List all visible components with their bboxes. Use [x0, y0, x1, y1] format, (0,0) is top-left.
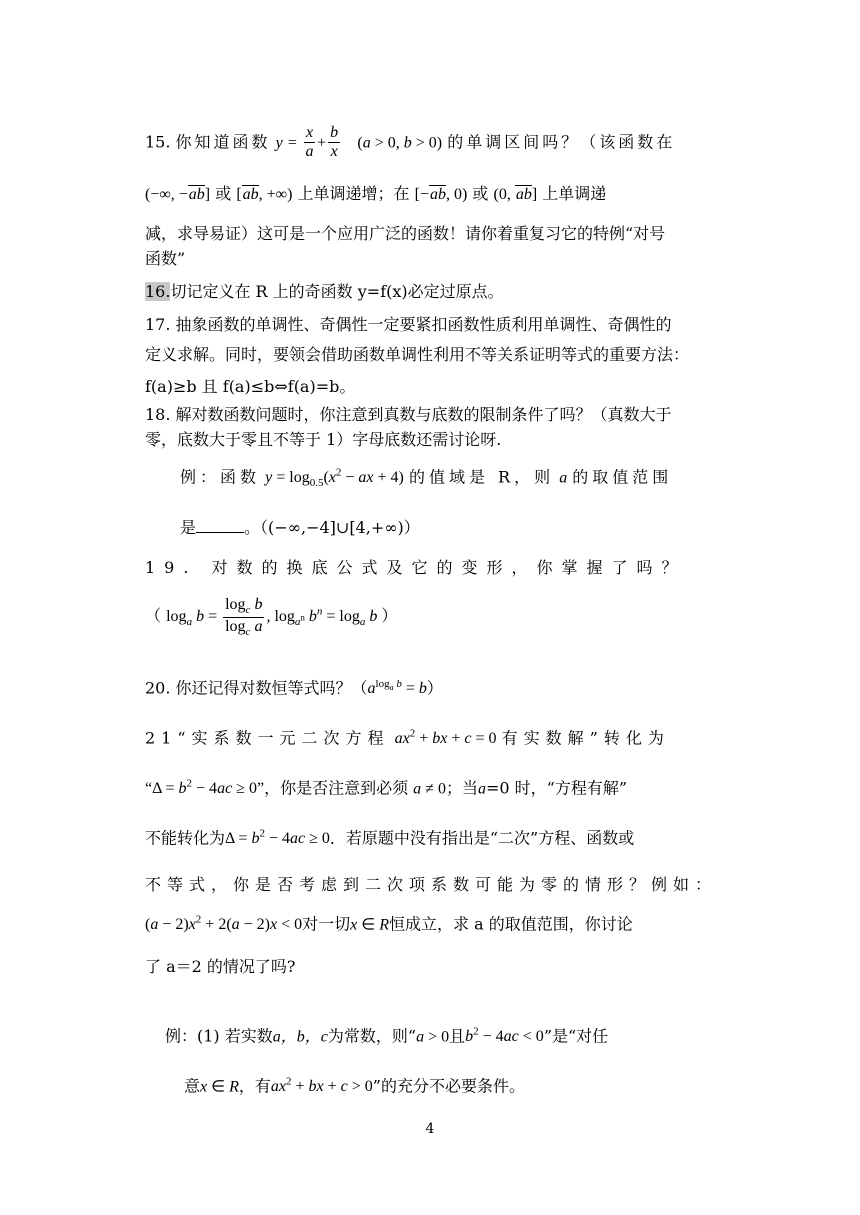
- item-19-line-1: 19. 对数的换底公式及它的变形，你掌握了吗？: [145, 558, 687, 577]
- example-lead: 例：函数: [180, 467, 261, 487]
- item-18-answer: [180, 518, 420, 539]
- item-18-example: [180, 466, 672, 491]
- close-paren: ）: [381, 606, 398, 625]
- answer-end: 。（(−∞,−4]∪[4,+∞)）: [244, 518, 420, 537]
- item-16-text: 切记定义在 R 上的奇函数 y=f(x)必定过原点。: [170, 282, 504, 301]
- example-end: 的取值范围: [572, 467, 673, 487]
- log-identity: $a^{log_a b} = b$: [367, 678, 427, 698]
- item-21-l5-mid: 对一切: [302, 914, 351, 934]
- item-21-lead-end: 有实数解”转化为: [501, 728, 670, 748]
- or-text-1: 或: [215, 184, 232, 203]
- example-l2-mid: ，有: [238, 1076, 271, 1096]
- a-not-zero: a ≠ 0: [413, 780, 446, 798]
- discriminant-2: $\Delta = b^2 - 4ac \ge 0$: [225, 828, 330, 848]
- x-in-r: x ∈ R: [350, 916, 389, 934]
- example-mid-1: 为常数，则“: [327, 1026, 417, 1046]
- page-number: 4: [425, 1121, 435, 1137]
- equals-sign: =: [287, 134, 297, 152]
- example-quote-end: ”是“对任: [543, 1026, 609, 1046]
- interval-dec-1: [−ab, 0): [414, 186, 468, 203]
- item-21-l3-end: ．若原题中没有指出是“二次”方程、函数或: [329, 828, 635, 848]
- x-in-r-2: x ∈ R: [200, 1078, 239, 1096]
- example-l2-end: ”的充分不必要条件。: [372, 1076, 525, 1096]
- log-function: $y = \log_{0.5}(x^2$ − ax + 4): [265, 467, 404, 490]
- inc-end-text: 上单调递增；在: [297, 184, 410, 203]
- item-20-text: 20. 你还记得对数恒等式吗？（: [145, 678, 368, 698]
- item-21-l2-mid: ，你是否注意到必须: [264, 778, 409, 798]
- item-20: [145, 677, 443, 700]
- quadratic-positive: $ax^2$ + bx + c > 0: [270, 1076, 373, 1096]
- item-15-line-2: [145, 184, 606, 206]
- open-paren: （: [145, 606, 162, 625]
- discriminant-condition: “$\Delta = b^2 - 4ac \ge 0$”: [145, 778, 265, 798]
- example-line-2: [184, 1075, 525, 1098]
- interval-dec-2: (0, ab]: [493, 186, 538, 203]
- item-17-line-3: f(a)≥b 且 f(a)≤b⇔f(a)=b。: [145, 377, 356, 396]
- discriminant-negative: $b^2 - 4ac < 0$: [465, 1026, 544, 1046]
- item-15-lead: 你知道函数: [175, 132, 271, 152]
- item-21-line-4: 不等式，你是否考虑到二次项系数可能为零的情形？例如：: [145, 875, 718, 894]
- example-mid: 的值域是 R，则: [408, 467, 555, 487]
- item-21-line-5: [145, 913, 633, 936]
- item-18-line-2: 零，底数大于零且不等于 1）字母底数还需讨论呀.: [145, 430, 502, 449]
- item-21-l2-mid2: ；当: [445, 778, 478, 798]
- item-17-line-1: 17. 抽象函数的单调性、奇偶性一定要紧扣函数性质利用单调性、奇偶性的: [145, 315, 672, 334]
- item-21-l3-lead: 不能转化为: [145, 828, 226, 848]
- a-positive: a > 0: [416, 1028, 450, 1046]
- interval-inc-2: [ab, +∞): [236, 186, 293, 203]
- item-21-line-3: [145, 827, 634, 850]
- change-of-base-formula: $\log_a b$ = $\frac{\log_c b}{\log_c a}$ , $\log_{a^n} b^n = \log_a b$: [166, 596, 378, 639]
- item-15-cond-text: 的单调区间吗？（该函数在: [447, 132, 676, 152]
- item-21-line-6: 了 a＝2 的情况了吗?: [145, 957, 296, 976]
- answer-lead: 是: [180, 518, 197, 537]
- item-19-formula: [145, 596, 397, 639]
- quadratic-equation: $ax^2$ + bx + c = 0: [394, 728, 497, 748]
- item-21-line-2: [145, 777, 627, 800]
- answer-blank: [196, 518, 244, 533]
- log-fraction: $\frac{\log_c b}{\log_c a}$: [225, 596, 263, 639]
- fraction-b-over-x: $\frac{b}{x}$: [330, 124, 339, 161]
- dec-end-text: 上单调递: [542, 184, 607, 203]
- item-15-line-4: 函数”: [145, 249, 186, 268]
- item-16-number: 16.: [145, 282, 171, 301]
- item-21-l2-end: =0 时，“方程有解”: [485, 778, 628, 798]
- item-15-function-formula: y: [275, 134, 283, 152]
- variable-a-2: a: [477, 780, 486, 798]
- and-text: 且: [449, 1026, 466, 1046]
- item-20-close: ）: [426, 678, 443, 698]
- fraction-x-over-a: $\frac{x}{a}$: [305, 124, 314, 161]
- item-21-lead: 21“实系数一元二次方程: [145, 728, 390, 748]
- variables-abc: a，b，c: [272, 1028, 328, 1046]
- item-18-line-1: 18. 解对数函数问题时，你注意到真数与底数的限制条件了吗？（真数大于: [145, 405, 672, 424]
- item-15-condition: (a > 0, b > 0): [357, 134, 443, 152]
- example-lead-1: 例：(1) 若实数: [165, 1026, 273, 1046]
- item-15-number: 15.: [145, 132, 171, 152]
- item-21-l5-end: 恒成立，求 a 的取值范围，你讨论: [389, 914, 633, 934]
- item-15-line-1: 15. 你知道函数 y = $\frac{x}{a}$ + $\frac{b}{x}$ (a > 0, b > 0) 的单调区间吗？（该函数在: [145, 124, 676, 161]
- inequality-formula: $(a - 2)x^2 + 2(a - 2)x < 0$: [145, 914, 303, 934]
- or-text-2: 或: [472, 184, 489, 203]
- item-16: [145, 282, 504, 303]
- item-21-line-1: [145, 727, 670, 750]
- item-17-line-2: 定义求解。同时，要领会借助函数单调性利用不等关系证明等式的重要方法：: [145, 345, 690, 364]
- interval-inc-1: (−∞, −ab]: [145, 186, 211, 203]
- example-l2-lead: 意: [184, 1076, 201, 1096]
- example-line-1: [165, 1025, 608, 1048]
- item-15-line-3: 减，求导易证）这可是一个应用广泛的函数！请你着重复习它的特例“对号: [145, 224, 666, 243]
- variable-a: a: [559, 469, 568, 487]
